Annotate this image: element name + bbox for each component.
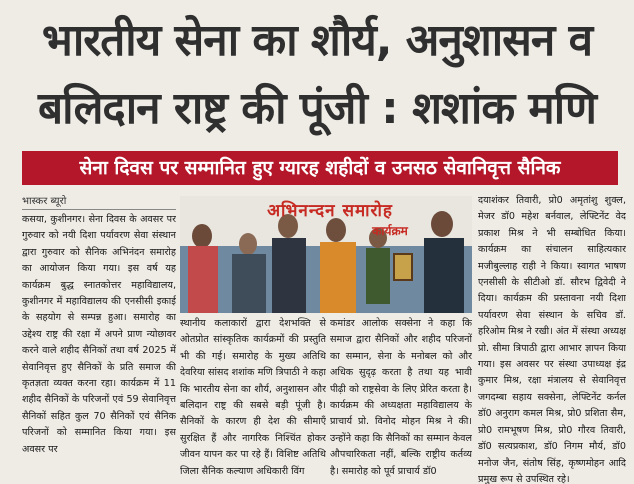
article-column-1	[22, 212, 176, 484]
byline: भास्कर ब्यूरो	[22, 193, 176, 210]
news-photo	[180, 196, 472, 313]
photo-banner-text: अभिनन्दन समारोह	[267, 201, 393, 221]
headline-line-2: बलिदान राष्ट्र की पूंजी : शशांक मणि	[38, 83, 596, 134]
photo-banner-subtext: कार्यक्रम	[372, 224, 408, 238]
column-4-text: दयाशंकर तिवारी, प्रो0 अमृतांशु शुक्ल, मेजर डॉ0 महेश बर्नवाल, लेफ्टिनेंट वेद प्रकाश मिश्र ने भी सम्बोधित किया। कार्यक्रम का संचालन साहित्यकार मजीबुल्लाह राही ने किया। स्वागत भाषण एनसीसी के सीटीओ डॉ. सौरभ द्विवेदी ने दिया। कार्यक्रम की प्रस्तावना नयी दिशा पर्यावरण सेवा संस्थान के सचिव डॉ. हरिओम मिश्र ने रखी। अंत में संस्था अध्यक्ष प्रो. सीमा त्रिपाठी द्वारा आभार ज्ञापन किया गया। इस अवसर पर संस्था उपाध्यक्ष इंद्र कुमार मिश्र, रक्षा मंत्रालय से सेवानिवृत्त जगदम्बा सहाय सक्सेना, लेफ्टिनेंट कर्नल डॉ0 अनुराग कमल मिश्र, प्रो0 प्रशिता सैम, प्रो0 रामभूषण मिश्र, प्रो0 गौरव तिवारी, डॉ0 सत्यप्रकाश, डॉ0 निगम मौर्य, डॉ0 मनोज जैन, संतोष सिंह, कृष्णमोहन आदि प्रमुख रूप से उपस्थित रहे।	[478, 195, 626, 484]
column-3-text: कमांडर आलोक सक्सेना ने कहा कि समाज द्वारा सैनिकों और शहीद परिजनों का सम्मान, सेना के मनोबल को और अधिक सुदृढ़ करता है तथा यह भावी पीढ़ी को राष्ट्रसेवा के लिए प्रेरित करता है। कार्यक्रम की अध्यक्षता महाविद्यालय के प्राचार्य प्रो. विनोद मोहन मिश्र ने की। उन्होंने कहा कि सैनिकों का सम्मान केवल औपचारिकता नहीं, बल्कि राष्ट्रीय कर्तव्य है। समारोह को पूर्व प्राचार्य डॉ0	[330, 318, 472, 477]
subheadline-band: सेना दिवस पर सम्मानित हुए ग्यारह शहीदों व उनसठ सेवानिवृत्त सैनिक	[22, 151, 618, 185]
article-column-3	[330, 316, 472, 484]
article-column-4	[478, 193, 626, 484]
article-column-2	[180, 316, 326, 484]
column-2-text: स्थानीय कलाकारों द्वारा देशभक्ति से ओतप्रोत सांस्कृतिक कार्यक्रमों की प्रस्तुति भी की गई। समारोह के मुख्य अतिथि देवरिया सांसद शशांक मणि त्रिपाठी ने कहा कि भारतीय सेना का शौर्य, अनुशासन और बलिदान राष्ट्र की सबसे बड़ी पूंजी है। सैनिकों के कारण ही देश की सीमाएँ सुरक्षित हैं और नागरिक निश्चिंत होकर जीवन यापन कर पा रहे हैं। विशिष्ट अतिथि जिला सैनिक कल्याण अधिकारी विंग	[180, 318, 326, 477]
headline-line-1: भारतीय सेना का शौर्य, अनुशासन व	[41, 15, 593, 66]
column-1-text: कसया, कुशीनगर। सेना दिवस के अवसर पर गुरुवार को नयी दिशा पर्यावरण सेवा संस्थान द्वारा गुरुवार को सैनिक अभिनंदन समारोह का आयोजन किया गया। इस वर्ष यह कार्यक्रम बुद्ध स्नातकोत्तर महाविद्यालय, कुशीनगर में महाविद्यालय की एनसीसी इकाई के सहयोग से सम्पन्न हुआ। समारोह का उद्देश्य राष्ट्र की रक्षा में अपने प्राण न्योछावर करने वाले शहीद सैनिकों तथा वर्ष 2025 में सेवानिवृत्त हुए सैनिकों के प्रति समाज की कृतज्ञता व्यक्त करना रहा। कार्यक्रम में 11 शहीद सैनिकों के परिजनों एवं 59 सेवानिवृत्त सैनिकों सहित कुल 70 सैनिकों एवं सैनिक परिजनों को सम्मानित किया गया। इस अवसर पर	[22, 214, 176, 455]
